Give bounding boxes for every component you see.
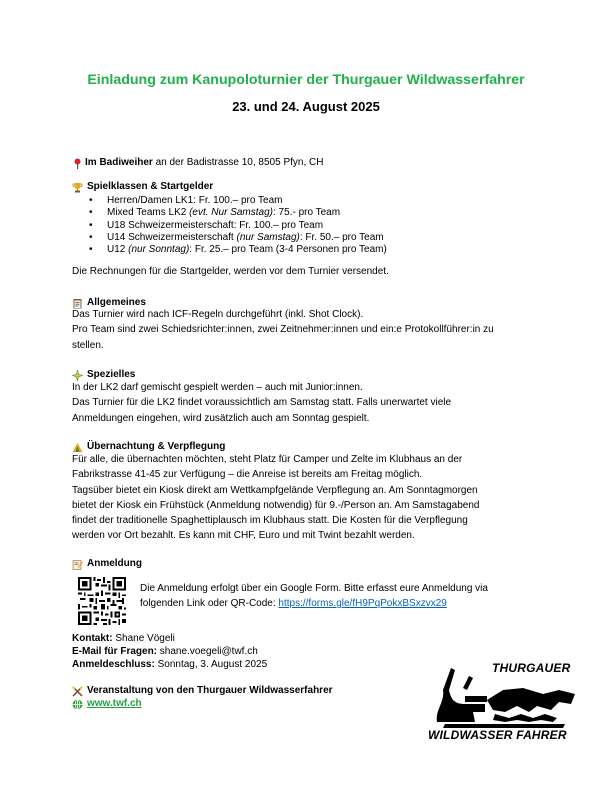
special-text-2: Das Turnier für die LK2 findet voraussichtlich am Samstag statt. Falls unerwartet viele xyxy=(72,397,452,409)
page-title: Einladung zum Kanupoloturnier der Thurgauer Wildwasserfahrer xyxy=(87,72,525,88)
invoice-note: Die Rechnungen für die Startgelder, werden vor dem Turnier versendet. xyxy=(72,266,389,278)
special-heading: Spezielles xyxy=(87,369,136,380)
stay-text-4: bietet der Kiosk ein Frühstück (Anmeldung notwendig) für 9.-/Person an. Am Samstagabend xyxy=(72,499,480,511)
list-item: • U12 (nur Sonntag): Fr. 25.– pro Team (3-4 Personen pro Team) xyxy=(107,244,542,256)
registration-text xyxy=(140,583,540,610)
deadline-line: Anmeldeschluss: Sonntag, 3. August 2025 xyxy=(72,659,268,671)
list-item: • Mixed Teams LK2 (evt. Nur Samstag): 75.- pro Team xyxy=(107,207,542,219)
general-heading: Allgemeines xyxy=(87,297,146,308)
registration-text-2: folgenden Link oder QR-Code: https://forms.gle/fH9PqPokxBSxzvx29 xyxy=(140,598,447,610)
list-item: • U14 Schweizermeisterschaft (nur Samstag): Fr. 50.– pro Team xyxy=(107,232,542,244)
registration-section xyxy=(72,558,542,570)
globe-icon xyxy=(72,699,83,710)
logo-text-bottom: WILDWASSER FAHRER xyxy=(428,728,567,742)
organizer-text: Veranstaltung von den Thurgauer Wildwasserfahrer xyxy=(87,685,333,696)
logo-text-top: THURGAUER xyxy=(492,661,571,675)
event-date: 23. und 24. August 2025 xyxy=(232,99,380,114)
stay-text-2: Fabrikstrasse 41-45 zur Verfügung – die Anreise ist bereits am Freitag möglich. xyxy=(72,469,423,481)
clipboard-icon xyxy=(72,298,83,309)
pin-icon xyxy=(72,158,83,169)
registration-heading: Anmeldung xyxy=(87,558,142,569)
stay-text-5: findet der traditionelle Spaghettiplausch im Klubhaus statt. Die Kosten für die Verpflegung xyxy=(72,515,468,527)
classes-section xyxy=(72,181,542,278)
special-text-1: In der LK2 darf gemischt gespielt werden – auch mit Junior:innen. xyxy=(72,382,363,394)
paddles-icon xyxy=(72,686,83,697)
general-text-3: stellen. xyxy=(72,339,104,351)
general-text-1: Das Turnier wird nach ICF-Regeln durchgeführt (inkl. Shot Clock). xyxy=(72,309,364,321)
registration-text-1: Die Anmeldung erfolgt über ein Google Form. Bitte erfasst eure Anmeldung via xyxy=(140,583,488,594)
stay-heading: Übernachtung & Verpflegung xyxy=(87,441,226,452)
location-name: Im Badiweiher xyxy=(85,157,153,168)
general-text-2: Pro Team sind zwei Schiedsrichter:innen, zwei Zeitnehmer:innen und ein:e Protokollführer:in zu xyxy=(72,324,494,336)
stay-section xyxy=(72,441,542,542)
stay-text-6: werden vor Ort bezahlt. Es kann mit CHF, Euro und mit Twint bezahlt werden. xyxy=(72,530,415,542)
memo-icon xyxy=(72,559,83,570)
special-text-3: Anmeldungen eingehen, wird zusätzlich auch am Sonntag gespielt. xyxy=(72,412,370,424)
general-section xyxy=(72,297,542,352)
organizer-section xyxy=(72,685,392,710)
location-address: an der Badistrasse 10, 8505 Pfyn, CH xyxy=(152,157,324,168)
sparkle-icon xyxy=(72,370,83,381)
qr-code[interactable] xyxy=(78,577,126,625)
location-line xyxy=(72,157,542,169)
registration-link[interactable]: https://forms.gle/fH9PqPokxBSxzvx29 xyxy=(278,598,447,610)
special-section xyxy=(72,369,542,425)
email-line: E-Mail für Fragen: shane.voegeli@twf.ch xyxy=(72,646,258,658)
classes-heading: Spielklassen & Startgelder xyxy=(87,181,214,192)
tent-icon xyxy=(72,442,83,453)
stay-text-1: Für alle, die übernachten möchten, steht Platz für Camper und Zelte im Klubhaus an der xyxy=(72,454,463,466)
list-item: • Herren/Damen LK1: Fr. 100.– pro Team xyxy=(107,195,542,207)
website-link[interactable]: www.twf.ch xyxy=(87,698,142,710)
contact-line: Kontakt: Shane Vögeli xyxy=(72,633,175,644)
stay-text-3: Tagsüber bietet ein Kiosk direkt am Wettkampfgelände Verpflegung an. Am Sonntagmorgen xyxy=(72,484,478,496)
list-item: • U18 Schweizermeisterschaft: Fr. 100.– pro Team xyxy=(107,220,542,232)
trophy-icon xyxy=(72,182,83,193)
